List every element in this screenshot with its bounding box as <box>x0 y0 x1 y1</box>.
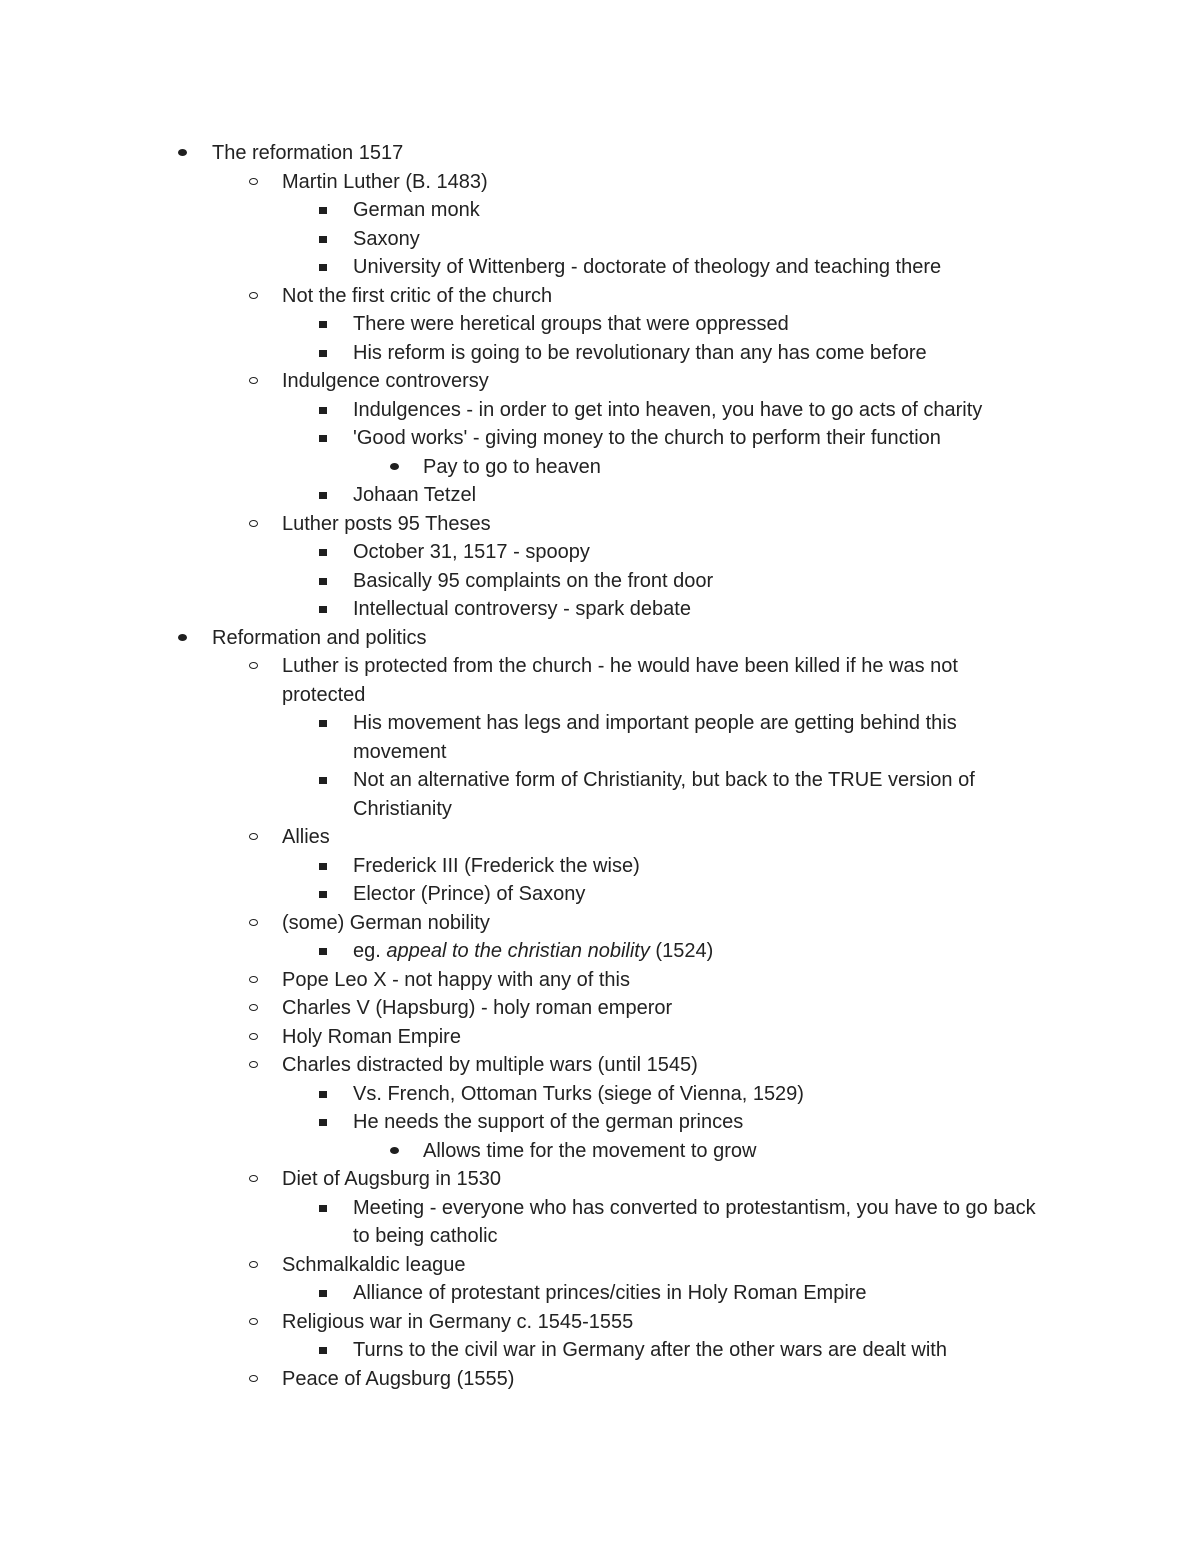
outline-item-level-1 <box>0 909 1040 938</box>
outline-item-level-2 <box>0 1108 1043 1137</box>
outline-item-text: Martin Luther (B. 1483) <box>282 170 488 193</box>
outline-item-level-2 <box>0 880 1043 909</box>
filled-square-bullet-icon <box>319 350 327 357</box>
filled-square-bullet-icon <box>319 1347 327 1354</box>
hollow-circle-bullet-icon <box>249 833 258 840</box>
outline-item-text: Intellectual controversy - spark debate <box>353 598 691 620</box>
outline-item-text: Johaan Tetzel <box>353 484 477 506</box>
outline-item-level-2 <box>0 253 1043 282</box>
outline-item-text: Reformation and politics <box>212 626 427 649</box>
filled-square-bullet-icon <box>319 1091 327 1098</box>
outline-item-text: He needs the support of the german princes <box>353 1111 744 1133</box>
outline-item-text: Allies <box>282 826 330 848</box>
filled-square-bullet-icon <box>319 264 327 271</box>
hollow-circle-bullet-icon <box>249 377 258 384</box>
filled-square-bullet-icon <box>319 1119 327 1126</box>
outline-item-level-2 <box>0 424 1043 453</box>
outline-item-level-1 <box>0 1165 1040 1194</box>
outline-item-level-2 <box>0 481 1043 510</box>
hollow-circle-bullet-icon <box>249 976 258 983</box>
hollow-circle-bullet-icon <box>249 292 258 299</box>
filled-square-bullet-icon <box>319 1290 327 1297</box>
outline-item-text: Frederick III (Frederick the wise) <box>353 854 640 877</box>
outline-item-text: Alliance of protestant princes/cities in Holy Roman Empire <box>353 1282 867 1304</box>
hollow-circle-bullet-icon <box>249 178 258 185</box>
outline-item-text: Holy Roman Empire <box>282 1025 461 1048</box>
filled-disc-bullet-icon <box>178 149 187 156</box>
outline-item-text: October 31, 1517 - spoopy <box>353 541 590 563</box>
hollow-circle-bullet-icon <box>249 1375 258 1382</box>
outline-item-level-2 <box>0 339 1043 368</box>
outline-item-level-2 <box>0 196 1043 225</box>
outline-item-level-1 <box>0 966 1040 995</box>
hollow-circle-bullet-icon <box>249 1004 258 1011</box>
outline-item-level-2 <box>0 1279 1043 1308</box>
outline-item-level-1 <box>0 1051 1040 1080</box>
filled-square-bullet-icon <box>319 207 327 214</box>
filled-square-bullet-icon <box>319 549 327 556</box>
outline-item-text: Pay to go to heaven <box>423 455 601 478</box>
hollow-circle-bullet-icon <box>249 1175 258 1182</box>
outline-item-level-2 <box>0 852 1043 881</box>
filled-square-bullet-icon <box>319 435 327 442</box>
outline-item-text: Not the first critic of the church <box>282 284 553 307</box>
hollow-circle-bullet-icon <box>249 1261 258 1268</box>
hollow-circle-bullet-icon <box>249 1033 258 1040</box>
outline-item-text: Schmalkaldic league <box>282 1253 466 1276</box>
hollow-circle-bullet-icon <box>249 1318 258 1325</box>
outline-item-level-2 <box>0 1080 1043 1109</box>
outline-item-text: Indulgences - in order to get into heaven, you have to go acts of charity <box>353 398 983 421</box>
outline-document <box>0 139 1200 1393</box>
filled-square-bullet-icon <box>319 948 327 955</box>
outline-item-level-2 <box>0 225 1043 254</box>
hollow-circle-bullet-icon <box>249 662 258 669</box>
filled-disc-bullet-icon <box>178 634 187 641</box>
filled-square-bullet-icon <box>319 492 327 499</box>
outline-item-level-3 <box>0 1137 1043 1166</box>
filled-square-bullet-icon <box>319 863 327 870</box>
outline-item-text <box>353 940 713 962</box>
outline-item-level-1 <box>0 510 1040 539</box>
filled-square-bullet-icon <box>319 321 327 328</box>
outline-item-text: Indulgence controversy <box>282 370 489 392</box>
filled-square-bullet-icon <box>319 891 327 898</box>
outline-item-level-2 <box>0 310 1043 339</box>
outline-item-text: Pope Leo X - not happy with any of this <box>282 968 630 991</box>
filled-square-bullet-icon <box>319 720 327 727</box>
outline-item-text: University of Wittenberg - doctorate of theology and teaching there <box>353 256 942 278</box>
hollow-circle-bullet-icon <box>249 1061 258 1068</box>
filled-square-bullet-icon <box>319 236 327 243</box>
outline-item-level-1 <box>0 367 1040 396</box>
outline-item-level-1 <box>0 1251 1040 1280</box>
outline-item-text: Luther is protected from the church - he would have been killed if he was not protected <box>282 655 958 706</box>
outline-item-level-1 <box>0 1308 1040 1337</box>
outline-item-level-0 <box>0 139 1040 168</box>
outline-item-level-1 <box>0 282 1040 311</box>
hollow-circle-bullet-icon <box>249 919 258 926</box>
outline-item-text: There were heretical groups that were oppressed <box>353 313 789 335</box>
filled-disc-bullet-icon <box>390 463 399 470</box>
outline-item-text: Elector (Prince) of Saxony <box>353 883 586 905</box>
outline-item-text: Vs. French, Ottoman Turks (siege of Vienna, 1529) <box>353 1082 804 1105</box>
outline-item-text: Peace of Augsburg (1555) <box>282 1367 515 1390</box>
outline-item-level-0 <box>0 624 1040 653</box>
outline-item-level-1 <box>0 652 1040 709</box>
outline-item-text: Not an alternative form of Christianity, but back to the TRUE version of Christianity <box>353 769 975 820</box>
outline-item-text: Turns to the civil war in Germany after the other wars are dealt with <box>353 1339 947 1361</box>
outline-item-level-1 <box>0 168 1040 197</box>
filled-square-bullet-icon <box>319 1205 327 1212</box>
outline-item-level-2 <box>0 1336 1043 1365</box>
outline-item-level-1 <box>0 823 1040 852</box>
outline-item-text: Luther posts 95 Theses <box>282 512 491 535</box>
outline-item-text: Basically 95 complaints on the front door <box>353 569 714 592</box>
filled-disc-bullet-icon <box>390 1147 399 1154</box>
outline-item-level-2 <box>0 937 1043 966</box>
outline-item-level-3 <box>0 453 1043 482</box>
outline-item-text: German monk <box>353 199 480 221</box>
filled-square-bullet-icon <box>319 606 327 613</box>
italic-title-text: appeal to the christian nobility <box>386 940 650 962</box>
outline-item-text: His reform is going to be revolutionary than any has come before <box>353 341 927 364</box>
text-segment: (1524) <box>649 940 714 962</box>
outline-item-level-1 <box>0 1365 1040 1394</box>
filled-square-bullet-icon <box>319 777 327 784</box>
outline-item-text: Allows time for the movement to grow <box>423 1139 757 1162</box>
outline-item-text: Religious war in Germany c. 1545-1555 <box>282 1310 634 1333</box>
outline-item-level-2 <box>0 1194 1043 1251</box>
outline-item-text: Charles V (Hapsburg) - holy roman emperor <box>282 997 673 1019</box>
outline-item-text: His movement has legs and important people are getting behind this movement <box>353 712 957 763</box>
outline-item-level-2 <box>0 567 1043 596</box>
outline-item-level-2 <box>0 538 1043 567</box>
outline-item-level-1 <box>0 1023 1040 1052</box>
outline-item-level-2 <box>0 396 1043 425</box>
outline-item-level-2 <box>0 709 1043 766</box>
filled-square-bullet-icon <box>319 407 327 414</box>
outline-item-text: Diet of Augsburg in 1530 <box>282 1168 502 1190</box>
outline-item-level-1 <box>0 994 1040 1023</box>
outline-item-text: Charles distracted by multiple wars (until 1545) <box>282 1054 698 1076</box>
outline-item-text: (some) German nobility <box>282 911 490 934</box>
text-segment: eg. <box>353 940 387 962</box>
outline-item-level-2 <box>0 595 1043 624</box>
outline-item-level-2 <box>0 766 1043 823</box>
hollow-circle-bullet-icon <box>249 520 258 527</box>
filled-square-bullet-icon <box>319 578 327 585</box>
outline-item-text: Meeting - everyone who has converted to protestantism, you have to go back to being catholic <box>353 1196 1036 1247</box>
outline-item-text: The reformation 1517 <box>212 142 404 164</box>
outline-item-text: 'Good works' - giving money to the church to perform their function <box>353 427 941 449</box>
outline-item-text: Saxony <box>353 227 420 250</box>
